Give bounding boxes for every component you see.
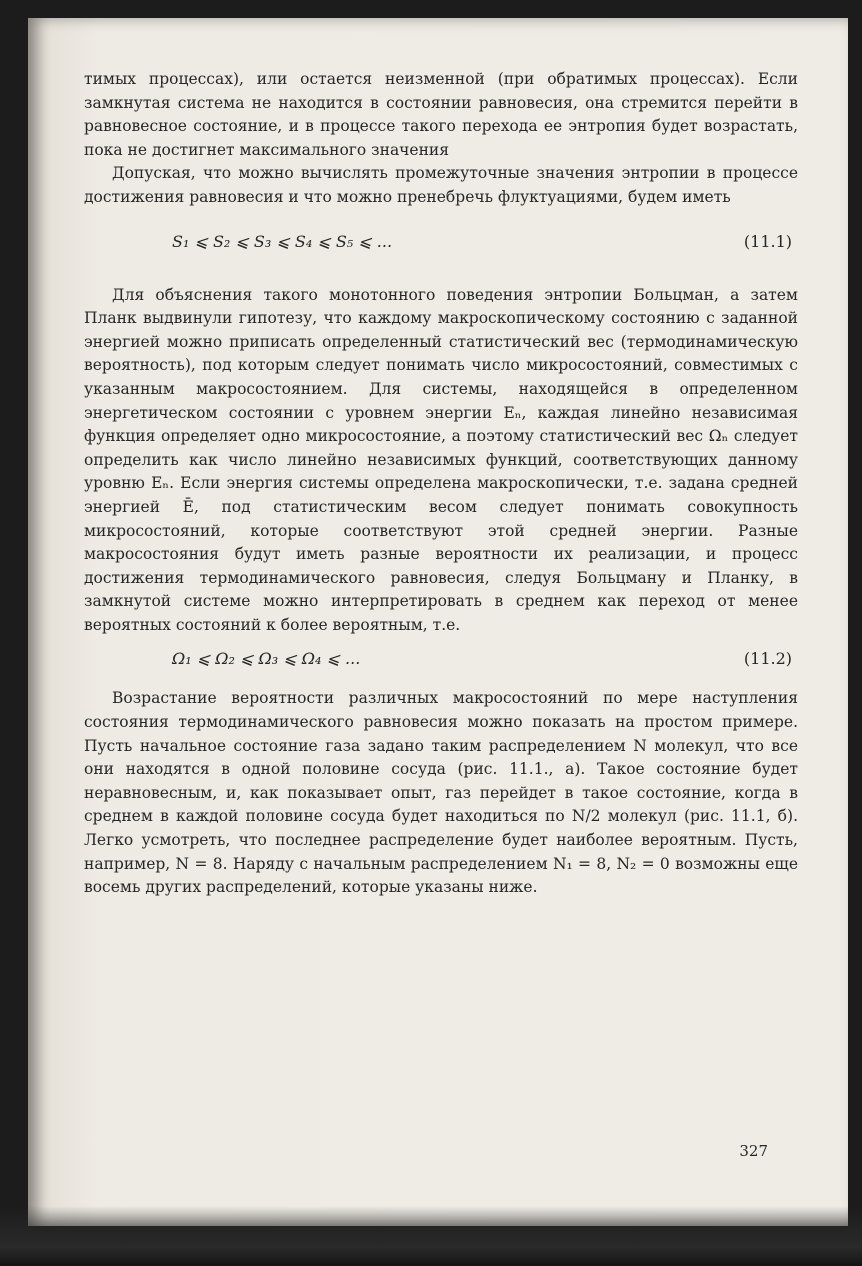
paragraph-4: Возрастание вероятности различных макросостояний по мере наступления состояния термодинамического равновесия можно показать на простом примере. Пусть начальное состояние газа задано таким распределением N молекул, что все они находятся в одной половине сосуда (рис. 11.1., а). Такое состояние будет неравновесным, и, как показывает опыт, газ перейдет в такое состояние, когда в среднем в каждой половине сосуда будет находиться по N/2 молекул (рис. 11.1, б). Легко усмотреть, что последнее распределение будет наиболее вероятным. Пусть, например, N = 8. Наряду с начальным распределением N₁ = 8, N₂ = 0 возможны еще восемь других распределений, которые указаны ниже. [84,689,798,897]
paragraph-3: Для объяснения такого монотонного поведения энтропии Больцман, а затем Планк выдвинули гипотезу, что каждому макроскопическому состоянию с заданной энергией можно приписать определенный статистический вес (термодинамическую вероятность), под которым следует понимать число микросостояний, совместимых с указанным макросостоянием. Для системы, находящейся в определенном энергетическом состоянии с уровнем энергии Eₙ, каждая линейно независимая функция определяет одно микросостояние, а поэтому статистический вес Ωₙ следует определить как число линейно независимых функций, соответствующих данному уровню Eₙ. Если энергия системы определена макроскопически, т.е. задана средней энергией Ē, под статистическим весом следует понимать совокупность микросостояний, которые соответствуют этой средней энергии. Разные макросостояния будут иметь разные вероятности их реализации, и процесс достижения термодинамического равновесия, следуя Больцману и Планку, в замкнутой системе можно интерпретировать в среднем как переход от менее вероятных состояний к более вероятным, т.е. [84,285,798,634]
formula-expression: Ω₁ ⩽ Ω₂ ⩽ Ω₃ ⩽ Ω₄ ⩽ ... [172,649,361,669]
page-text [84,68,798,900]
formula-number: (11.2) [743,649,792,669]
paragraph-2: Допуская, что можно вычислять промежуточные значения энтропии в процессе достижения равновесия и что можно пренебречь флуктуациями, будем иметь [84,164,798,206]
formula-expression: S₁ ⩽ S₂ ⩽ S₃ ⩽ S₄ ⩽ S₅ ⩽ ... [172,231,393,251]
formula-number: (11.1) [743,231,792,251]
book-page [28,18,848,1226]
formula-11-1 [84,230,798,258]
paragraph-1: тимых процессах), или остается неизменной (при обратимых процессах). Если замкнутая система не находится в состоянии равновесия, она стремится перейти в равновесное состояние, и в процессе такого перехода ее энтропия будет возрастать, пока не достигнет максимального значения [84,70,798,159]
formula-11-2 [84,647,798,675]
scan-bottom-shadow [0,1206,862,1266]
page-number: 327 [739,1142,768,1160]
